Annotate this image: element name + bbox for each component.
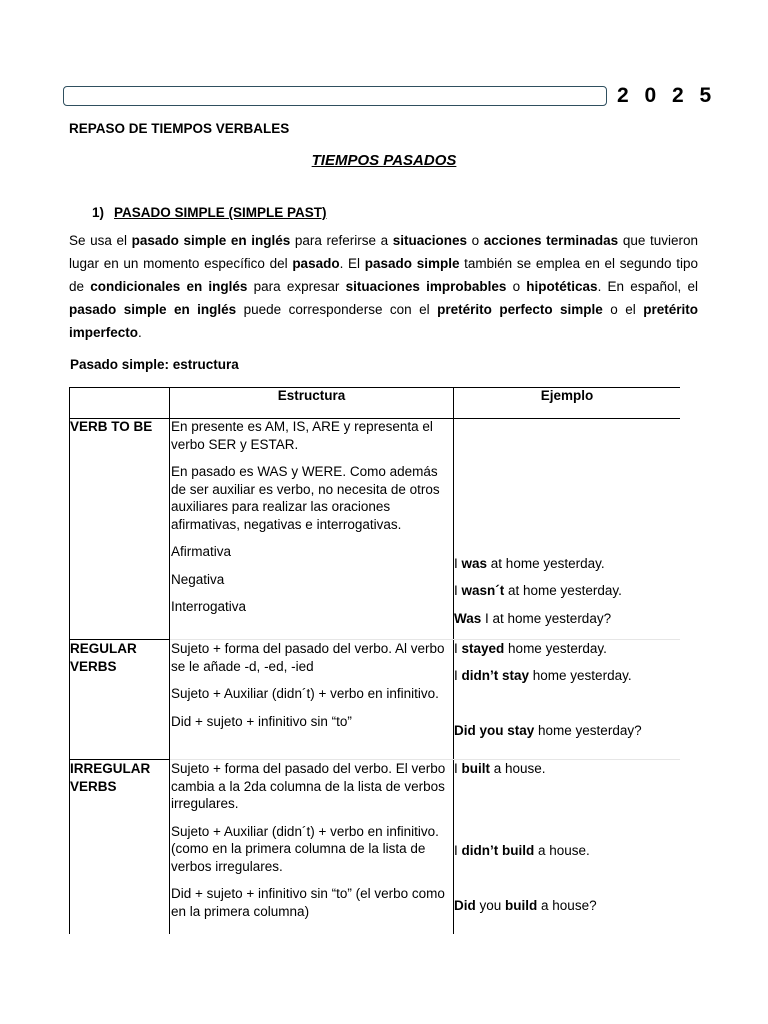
structure-table (69, 387, 680, 934)
section-title: TIEMPOS PASADOS (311, 152, 457, 169)
header-example: Ejemplo (540, 388, 594, 403)
year-label: 2 0 2 5 (617, 84, 717, 107)
to-be-negative: Negativa (171, 572, 225, 587)
table-col-divider-1 (169, 387, 170, 934)
to-be-example-affirmative: I was at home yesterday. (454, 556, 605, 571)
heading-number: 1) (92, 205, 105, 220)
irregular-example-affirmative: I built a house. (454, 761, 546, 776)
row-label-to-be: VERB TO BE (70, 419, 153, 434)
header-structure: Estructura (277, 388, 346, 403)
regular-example-negative: I didn’t stay home yesterday. (454, 668, 632, 683)
structure-heading: Pasado simple: estructura (70, 357, 239, 372)
irregular-example-interrogative: Did you build a house? (454, 898, 597, 913)
to-be-structure: En presente es AM, IS, ARE y representa el verbo SER y ESTAR. En pasado es WAS y WERE. Como además de ser auxiliar es verbo, no necesita de otros auxiliares para realizar las oraciones afirmativas, negativas e interrogativas. (171, 419, 440, 532)
row-label-regular: REGULAR VERBS (70, 641, 137, 674)
header-text-box (63, 86, 607, 106)
regular-structure: Sujeto + forma del pasado del verbo. Al verbo se le añade -d, -ed, -ied Sujeto + Auxiliar (didn´t) + verbo en infinitivo. Did + sujeto + infinitivo sin “to” (171, 641, 445, 729)
heading-text: PASADO SIMPLE (SIMPLE PAST) (114, 205, 327, 220)
section-heading (92, 205, 327, 220)
to-be-example-negative: I wasn´t at home yesterday. (454, 583, 622, 598)
to-be-example-interrogative: Was I at home yesterday? (454, 611, 612, 626)
to-be-interrogative: Interrogativa (171, 599, 247, 614)
regular-example-affirmative: I stayed home yesterday. (454, 641, 607, 656)
intro-paragraph: Se usa el pasado simple en inglés para referirse a situaciones o acciones terminadas que tuvieron lugar en un momento específico del pasado. El pasado simple también se emplea en el segundo tipo de condicionales en inglés para expresar situaciones improbables o hipotéticas. En español, el pasado simple en inglés puede corresponderse con el pretérito perfecto simple o el pretérito imperfecto. (69, 233, 698, 340)
regular-example-interrogative: Did you stay home yesterday? (454, 723, 642, 738)
document-title: REPASO DE TIEMPOS VERBALES (69, 121, 290, 136)
to-be-affirmative: Afirmativa (171, 544, 232, 559)
irregular-example-negative: I didn’t build a house. (454, 843, 590, 858)
row-label-irregular: IRREGULAR VERBS (70, 761, 151, 794)
irregular-structure: Sujeto + forma del pasado del verbo. El verbo cambia a la 2da columna de la lista de verbos irregulares. Sujeto + Auxiliar (didn´t) + verbo en infinitivo. (como en la primera columna de la lista de verbos irregulares. Did + sujeto + infinitivo sin “to” (el verbo como en la primera columna) (171, 761, 446, 919)
